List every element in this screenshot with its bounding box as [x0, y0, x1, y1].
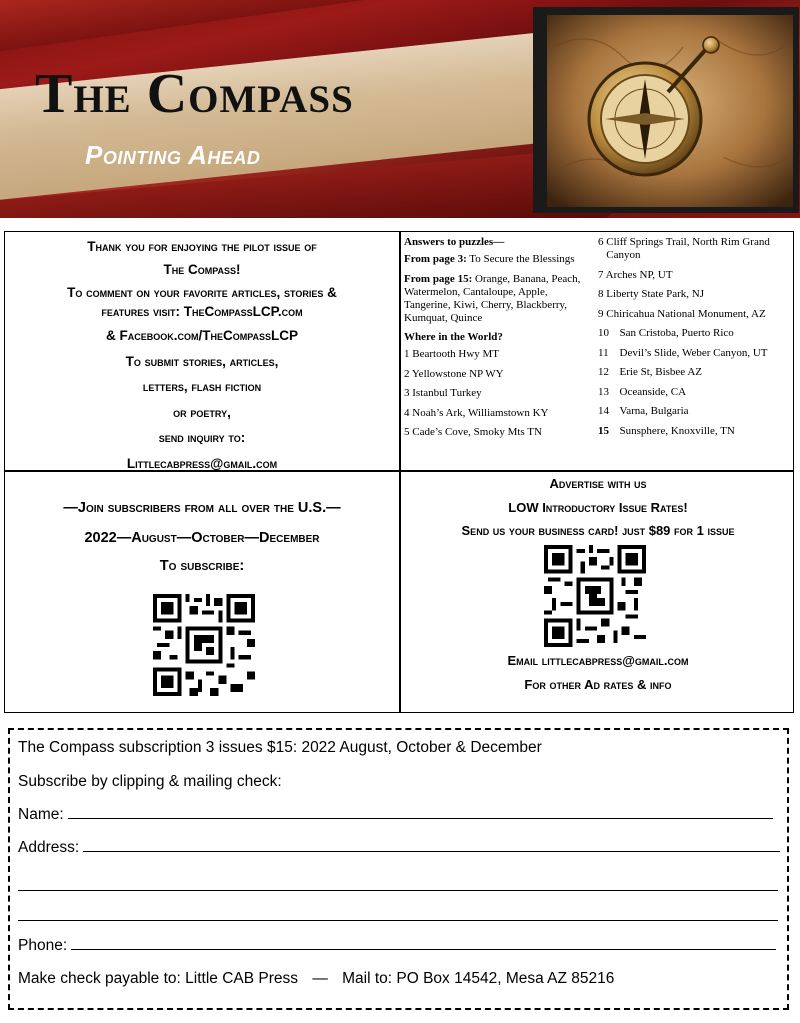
- world-answer: [598, 405, 793, 418]
- advertise-offer: Send us your business card! just $89 for 1 issue: [461, 523, 735, 538]
- answer-page15: [404, 273, 594, 325]
- name-field-row: [18, 806, 773, 824]
- world-answer-num: 7: [598, 268, 604, 281]
- world-answer-num: 14: [598, 405, 609, 417]
- world-answer: [598, 308, 793, 321]
- answer-page3-text: To Secure the Blessings: [469, 253, 575, 265]
- answer-page3-label: From page 3:: [404, 253, 467, 265]
- compass-photo: [533, 7, 799, 213]
- advertise-qr-code[interactable]: [544, 545, 646, 647]
- subscription-coupon: [8, 728, 789, 1010]
- world-answer: 3 Istanbul Turkey: [404, 387, 482, 399]
- world-answer: [598, 347, 793, 360]
- advertise-other-rates: For other Ad rates & info: [524, 677, 672, 692]
- thanks-line: & Facebook.com/TheCompassLCP: [105, 328, 299, 343]
- thanks-line: or poetry,: [173, 404, 231, 420]
- world-answer: [598, 366, 793, 379]
- answer-page15-text: Orange, Banana, Peach, Watermelon, Cantaloupe, Apple, Tangerine, Kiwi, Cherry, Blackberry, Kumquat, Quince: [404, 272, 581, 324]
- answer-page15-label: From page 15:: [404, 272, 473, 285]
- name-field[interactable]: [68, 806, 773, 819]
- masthead-subtitle: Pointing Ahead: [85, 140, 261, 170]
- world-heading: Where in the World?: [404, 331, 503, 343]
- phone-field-row: [18, 937, 776, 955]
- world-answer: 4 Noah’s Ark, Williamstown KY: [404, 406, 549, 419]
- address-field-row: [18, 839, 780, 857]
- world-answer: [598, 269, 793, 282]
- phone-field[interactable]: [71, 937, 776, 950]
- thanks-panel: [6, 236, 398, 475]
- answers-panel: [404, 236, 594, 446]
- coupon-offer: The Compass subscription 3 issues $15: 2022 August, October & December: [18, 739, 542, 756]
- mailing-address: Mail to: PO Box 14542, Mesa AZ 85216: [342, 970, 615, 987]
- answer-page3: [404, 253, 594, 266]
- header-banner: [0, 0, 800, 218]
- world-answer-num: 10: [598, 327, 609, 339]
- masthead-title: The Compass: [35, 63, 354, 125]
- world-answer-text: Sunsphere, Knoxville, TN: [619, 424, 735, 437]
- world-answer-num: 15: [598, 424, 609, 437]
- world-answer-text: Chiricahua National Monument, AZ: [606, 307, 766, 320]
- subscribe-headline: —Join subscribers from all over the U.S.—: [63, 500, 341, 516]
- world-answer: [598, 288, 793, 301]
- world-answer-num: 13: [598, 385, 609, 398]
- world-answer-num: 6: [598, 236, 604, 248]
- world-answer-text: Varna, Bulgaria: [619, 405, 689, 417]
- subscribe-panel: [6, 478, 398, 574]
- world-answer: 2 Yellowstone NP WY: [404, 367, 504, 380]
- world-answer-text: Arches NP, UT: [605, 268, 673, 281]
- world-answer-num: 11: [598, 346, 609, 359]
- thanks-line: letters, flash fiction: [142, 379, 262, 394]
- world-answer-text: Oceanside, CA: [619, 385, 687, 398]
- thanks-line: To comment on your favorite articles, stories &: [67, 285, 337, 300]
- answers-heading: Answers to puzzles—: [404, 236, 505, 248]
- world-answer: 5 Cade’s Cove, Smoky Mts TN: [404, 426, 542, 438]
- coupon-instructions: Subscribe by clipping & mailing check:: [18, 773, 282, 790]
- payment-instructions: [18, 970, 614, 988]
- subscribe-qr-code[interactable]: [153, 594, 255, 696]
- world-answer: [598, 386, 793, 399]
- advertise-headline: Advertise with us: [549, 476, 647, 491]
- advertise-panel: [402, 474, 794, 538]
- world-answer-text: Erie St, Bisbee AZ: [619, 366, 702, 378]
- world-answer-text: San Cristoba, Puerto Rico: [619, 327, 734, 339]
- advertise-email[interactable]: Email littlecabpress@gmail.com: [507, 653, 689, 668]
- subscribe-cta: To subscribe:: [159, 558, 245, 574]
- advertise-rates: LOW Introductory Issue Rates!: [508, 500, 688, 515]
- thanks-line: The Compass!: [163, 261, 241, 277]
- thanks-line: Thank you for enjoying the pilot issue of: [87, 239, 317, 254]
- thanks-line: features visit: TheCompassLCP.com: [101, 304, 303, 319]
- world-answer: [598, 425, 793, 438]
- world-answer: [598, 236, 793, 262]
- thanks-line: send inquiry to:: [158, 430, 246, 445]
- world-answer: 1 Beartooth Hwy MT: [404, 348, 500, 360]
- world-answer: [598, 327, 793, 340]
- world-answer-num: 12: [598, 366, 609, 378]
- address-field-line3[interactable]: [18, 920, 778, 921]
- world-answer-text: Liberty State Park, NJ: [606, 288, 705, 300]
- world-answers-continued: [598, 236, 793, 444]
- grid-divider-vertical: [399, 231, 401, 713]
- address-field-line2[interactable]: [18, 890, 778, 891]
- world-answer-num: 8: [598, 288, 604, 300]
- name-label: Name:: [18, 806, 64, 823]
- world-answer-text: Cliff Springs Trail, North Rim Grand Canyon: [606, 236, 770, 261]
- address-field[interactable]: [83, 839, 780, 852]
- phone-label: Phone:: [18, 937, 68, 954]
- contact-email[interactable]: Littlecabpress@gmail.com: [126, 455, 278, 471]
- world-answer-num: 9: [598, 307, 604, 320]
- world-answer-text: Devil’s Slide, Weber Canyon, UT: [619, 346, 768, 359]
- thanks-line: To submit stories, articles,: [125, 353, 279, 369]
- subscribe-issues: 2022—August—October—December: [84, 530, 320, 546]
- separator: —: [312, 970, 328, 987]
- address-label: Address:: [18, 839, 80, 856]
- payable-to: Make check payable to: Little CAB Press: [18, 970, 298, 987]
